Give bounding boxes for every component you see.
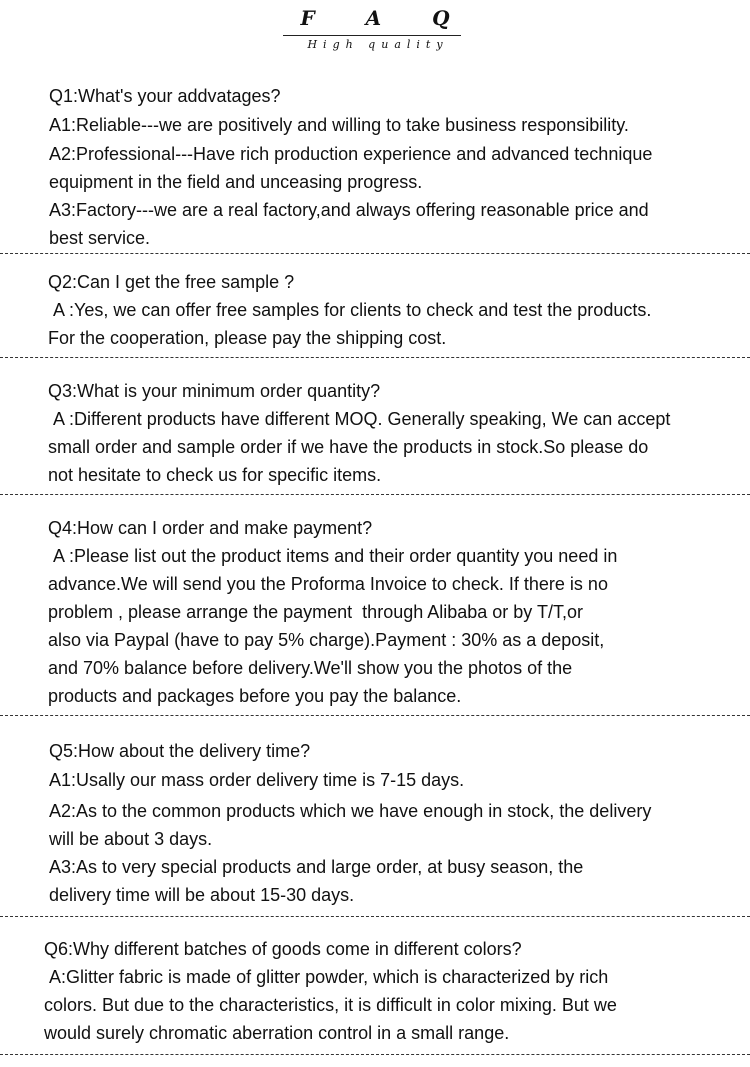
faq-item-1 (49, 82, 749, 252)
section-divider (0, 357, 750, 358)
faq-item-4 (48, 514, 748, 710)
faq-answer: A2:As to the common products which we have enough in stock, the delivery will be about 3 days. (49, 801, 652, 849)
faq-question: Q6:Why different batches of goods come in different colors? (44, 939, 522, 959)
faq-answer: A :Different products have different MOQ. Generally speaking, We can accept small order and sample order if we have the products in stock.So please do not hesitate to check us for specific items. (48, 409, 671, 485)
section-divider (0, 916, 750, 917)
faq-question: Q4:How can I order and make payment? (48, 518, 373, 538)
faq-answer: A3:As to very special products and large order, at busy season, the delivery time will be about 15-30 days. (49, 857, 584, 905)
faq-answer: A1:Reliable---we are positively and willing to take business responsibility. (49, 115, 629, 135)
faq-answer: A :Please list out the product items and their order quantity you need in advance.We will send you the Proforma Invoice to check. If there is no problem , please arrange the payment through Alibaba or by T/T,or also via Paypal (have to pay 5% charge).Payment : 30% as a deposit, and 70% balance before delivery.We'll show you the photos of the products and packages before you pay the balance. (48, 546, 618, 706)
faq-answer: A:Glitter fabric is made of glitter powder, which is characterized by rich colors. But due to the characteristics, it is difficult in color mixing. But we would surely chromatic aberration control in a small range. (44, 967, 617, 1043)
faq-answer: A1:Usally our mass order delivery time is 7-15 days. (49, 770, 465, 790)
faq-header (0, 0, 750, 70)
section-divider (0, 715, 750, 716)
page-subtitle: High quality (307, 38, 449, 51)
section-divider (0, 253, 750, 254)
title-underline (283, 35, 461, 36)
faq-answer: A3:Factory---we are a real factory,and always offering reasonable price and best service. (49, 200, 649, 248)
faq-item-6 (44, 935, 748, 1047)
faq-question: Q3:What is your minimum order quantity? (48, 381, 381, 401)
faq-question: Q5:How about the delivery time? (49, 741, 311, 761)
faq-item-2 (48, 268, 748, 352)
section-divider (0, 494, 750, 495)
section-divider (0, 1054, 750, 1055)
faq-question: Q1:What's your addvatages? (49, 86, 281, 106)
faq-answer: A2:Professional---Have rich production experience and advanced technique equipment in the field and unceasing progress. (49, 144, 653, 192)
faq-answer: A :Yes, we can offer free samples for clients to check and test the products. For the cooperation, please pay the shipping cost. (48, 300, 652, 348)
page-title: F A Q (300, 6, 472, 30)
faq-question: Q2:Can I get the free sample ? (48, 272, 295, 292)
faq-item-5 (49, 737, 749, 909)
faq-item-3 (48, 377, 748, 489)
